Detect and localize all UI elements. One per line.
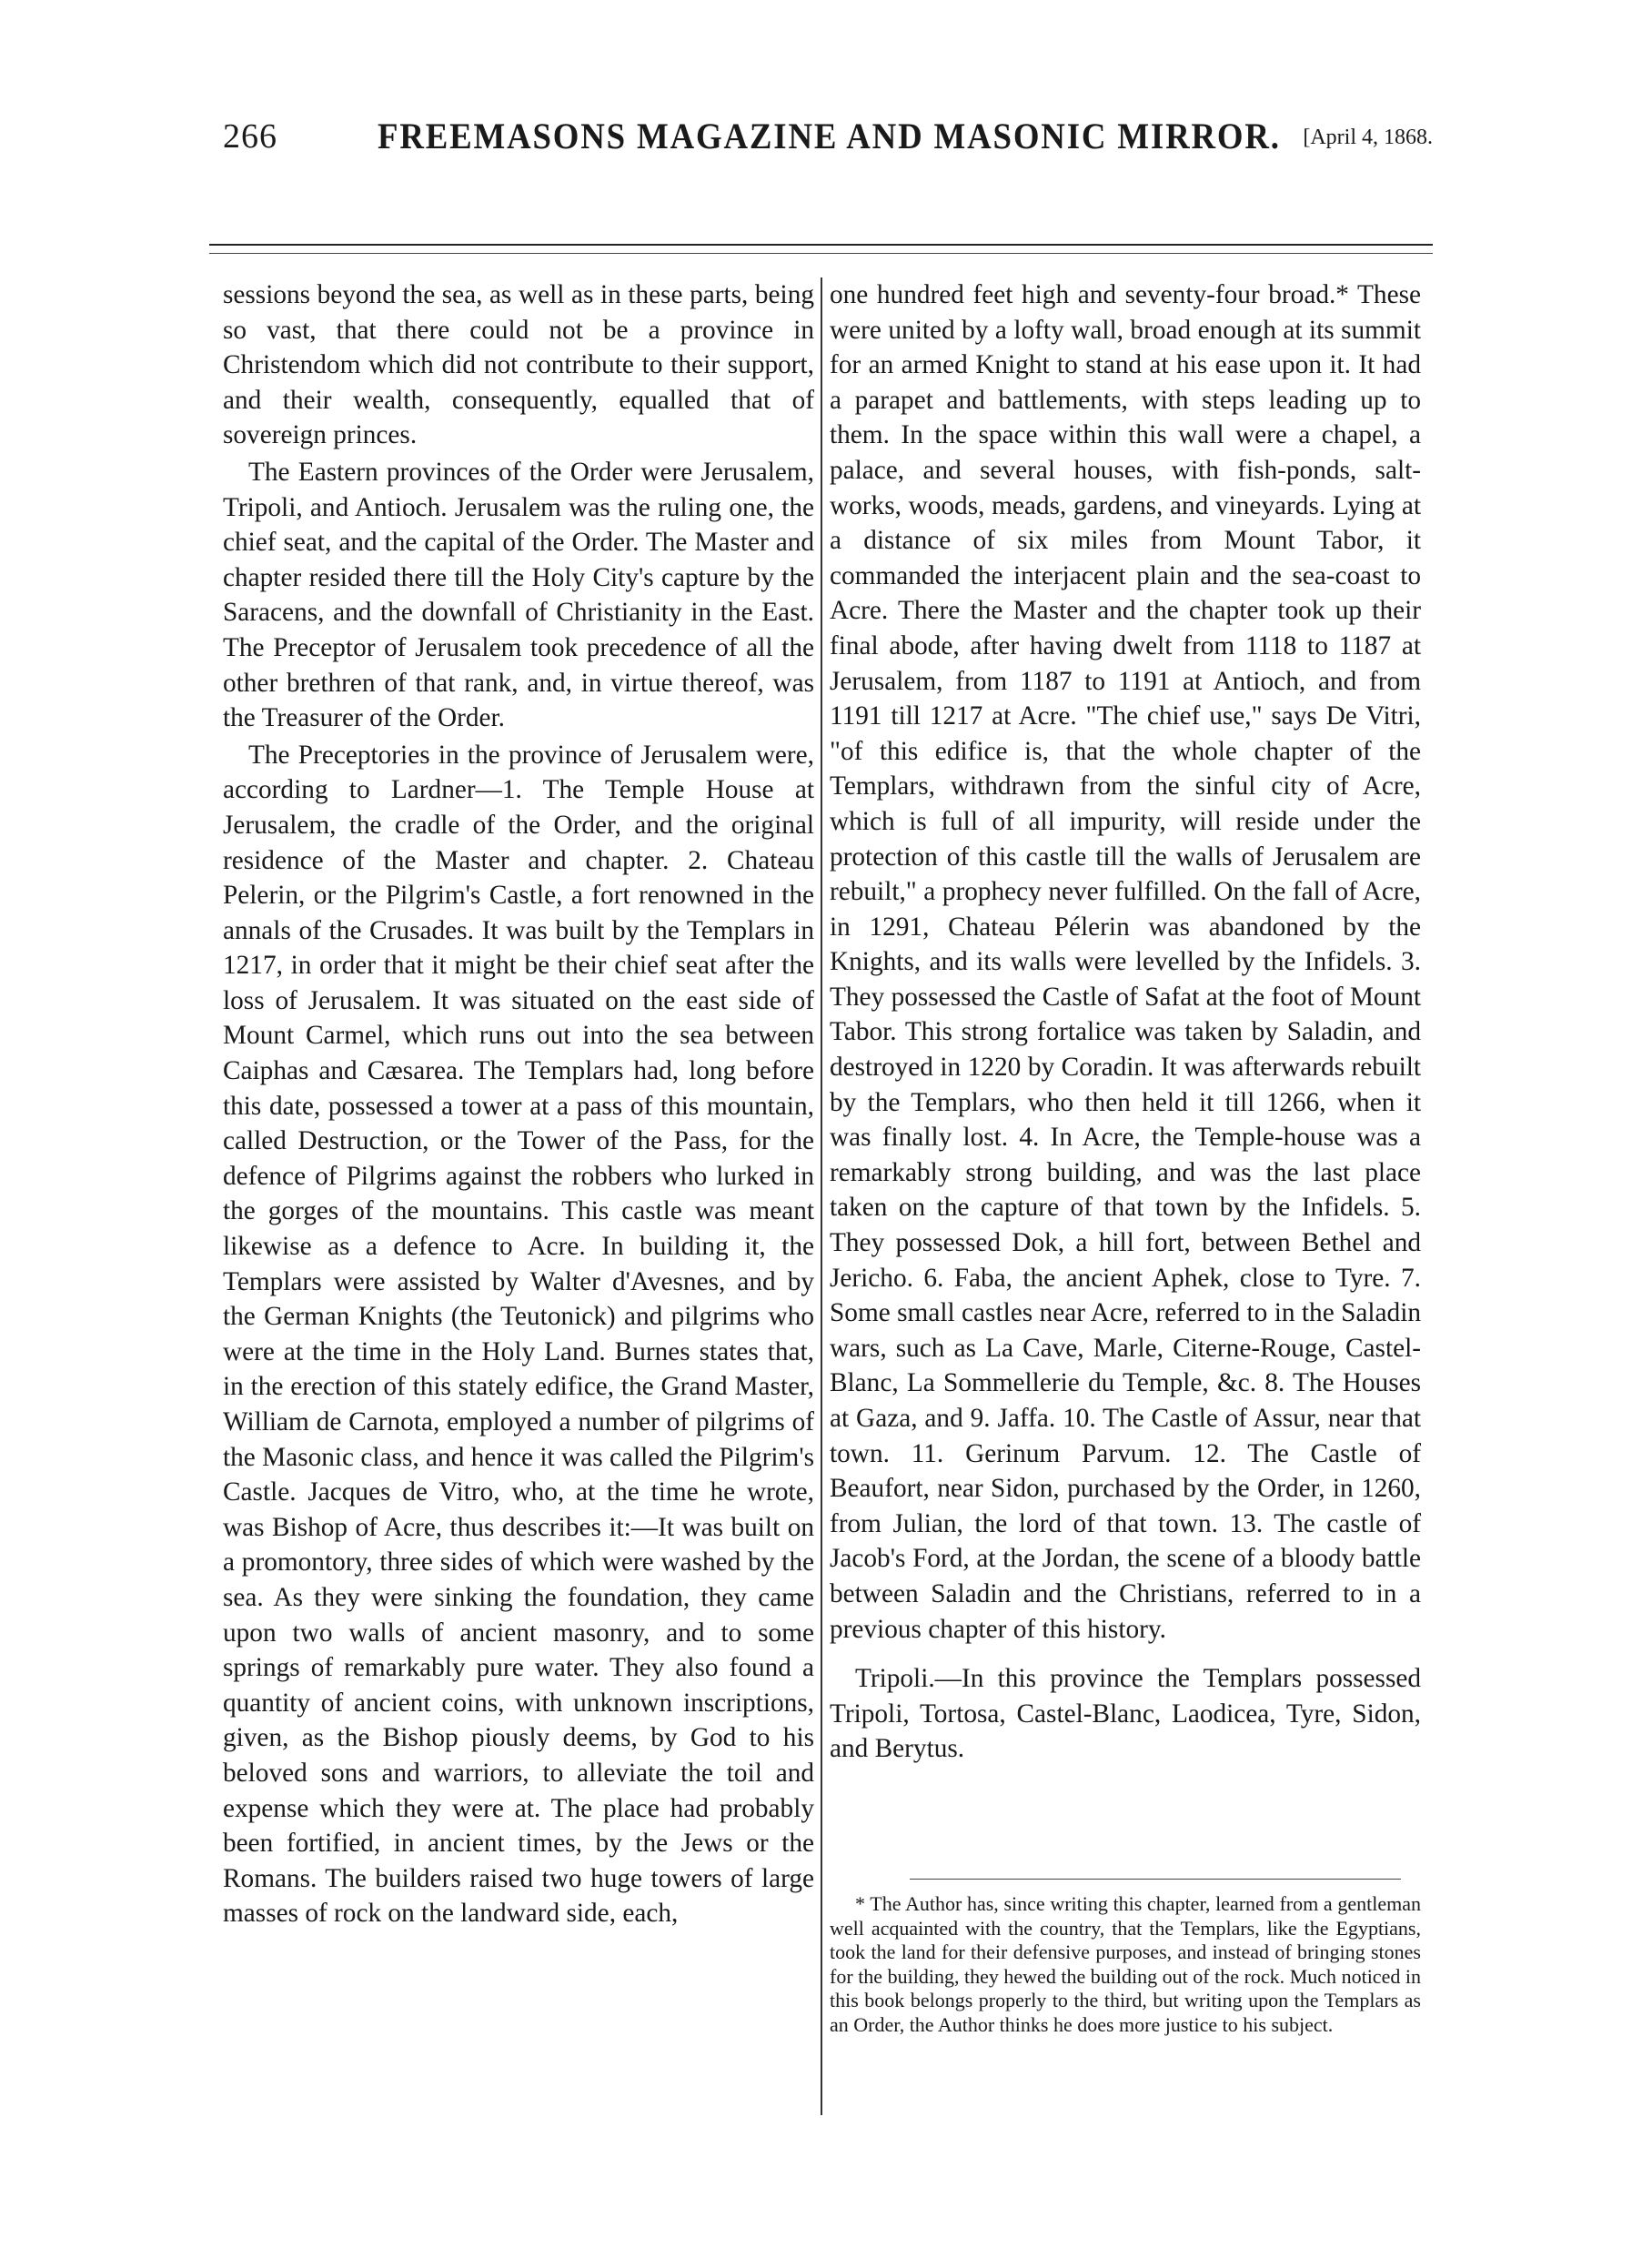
paragraph: The Preceptories in the province of Jerusalem were, according to Lardner—1. The Temple House at Jerusalem, the cradle of the Order, and the original residence of the Master and chapter. 2. Chateau Pelerin, or the Pilgrim's Castle, a fort renowned in the annals of the Crusades. It was built by the Templars in 1217, in order that it might be their chief seat after the loss of Jerusalem. It was situated on the east side of Mount Carmel, which runs out into the sea between Caiphas and Cæsarea. The Templars had, long before this date, possessed a tower at a pass of this mountain, called Destruction, or the Tower of the Pass, for the defence of Pilgrims against the robbers who lurked in the gorges of the mountains. This castle was meant likewise as a defence to Acre. In building it, the Templars were assisted by Walter d'Avesnes, and by the German Knights (the Teutonick) and pilgrims who were at the time in the Holy Land. Burnes states that, in the erection of this stately edifice, the Grand Master, William de Carnota, employed a number of pilgrims of the Masonic class, and hence it was called the Pilgrim's Castle. Jacques de Vitro, who, at the time he wrote, was Bishop of Acre, thus describes it:—It was built on a promontory, three sides of which were washed by the sea. As they were sinking the foundation, they came upon two walls of ancient masonry, and to some springs of remarkably pure water. They also found a quantity of ancient coins, with unknown inscriptions, given, as the Bishop piously deems, by God to his beloved sons and warriors, to alleviate the toil and expense which they were at. The place had probably been fortified, in ancient times, by the Jews or the Romans. The builders raised two huge towers of large masses of rock on the landward side, each,	[223, 740, 814, 1929]
header-rule-secondary	[209, 253, 1433, 254]
right-column	[830, 277, 1421, 1767]
footnote-rule	[910, 1879, 1401, 1880]
paragraph: one hundred feet high and seventy-four broad.* These were united by a lofty wall, broad enough at its summit for an armed Knight to stand at his ease upon it. It had a parapet and battlements, with steps leading up to them. In the space within this wall were a chapel, a palace, and several houses, with fish-ponds, salt-works, woods, meads, gardens, and vineyards. Lying at a distance of six miles from Mount Tabor, it commanded the interjacent plain and the sea-coast to Acre. There the Master and the chapter took up their final abode, after having dwelt from 1118 to 1187 at Jerusalem, from 1187 to 1191 at Antioch, and from 1191 till 1217 at Acre. "The chief use," says De Vitri, "of this edifice is, that the whole chapter of the Templars, withdrawn from the sinful city of Acre, which is full of all impurity, will reside under the protection of this castle till the walls of Jerusalem are rebuilt," a prophecy never fulfilled. On the fall of Acre, in 1291, Chateau Pélerin was abandoned by the Knights, and its walls were levelled by the Infidels. 3. They possessed the Castle of Safat at the foot of Mount Tabor. This strong fortalice was taken by Saladin, and destroyed in 1220 by Coradin. It was afterwards rebuilt by the Templars, who then held it till 1266, when it was finally lost. 4. In Acre, the Temple-house was a remarkably strong building, and was the last place taken on the capture of that town by the Infidels. 5. They possessed Dok, a hill fort, between Bethel and Jericho. 6. Faba, the ancient Aphek, close to Tyre. 7. Some small castles near Acre, referred to in the Saladin wars, such as La Cave, Marle, Citerne-Rouge, Castel-Blanc, La Sommellerie du Temple, &c. 8. The Houses at Gaza, and 9. Jaffa. 10. The Castle of Assur, near that town. 11. Gerinum Parvum. 12. The Castle of Beaufort, near Sidon, purchased by the Order, in 1260, from Julian, the lord of that town. 13. The castle of Jacob's Ford, at the Jordan, the scene of a bloody battle between Saladin and the Christians, referred to in a previous chapter of this history.	[830, 280, 1421, 1644]
left-column	[223, 277, 814, 1931]
paragraph: Tripoli.—In this province the Templars possessed Tripoli, Tortosa, Castel-Blanc, Laodicea, Tyre, Sidon, and Berytus.	[830, 1664, 1421, 1764]
issue-date: [April 4, 1868.	[1303, 126, 1433, 149]
page-number: 266	[223, 117, 277, 156]
footnote: * The Author has, since writing this chapter, learned from a gentleman well acquainted with the country, that the Templars, like the Egyptians, took the land for their defensive purposes, and instead of bringing stones for the building, they hewed the building out of the rock. Much noticed in this book belongs properly to the third, but writing upon the Templars as an Order, the Author thinks he does more justice to his subject.	[830, 1892, 1421, 2036]
running-title: FREEMASONS MAGAZINE AND MASONIC MIRROR.	[378, 116, 1281, 156]
paragraph: sessions beyond the sea, as well as in these parts, being so vast, that there could not be a province in Christendom which did not contribute to their support, and their wealth, consequently, equalled that of sovereign princes.	[223, 280, 814, 450]
header-rule	[209, 244, 1433, 246]
column-divider	[821, 277, 822, 2115]
page-header	[223, 109, 1433, 173]
paragraph: The Eastern provinces of the Order were Jerusalem, Tripoli, and Antioch. Jerusalem was the ruling one, the chief seat, and the capital of the Order. The Master and chapter resided there till the Holy City's capture by the Saracens, and the downfall of Christianity in the East. The Preceptor of Jerusalem took precedence of all the other brethren of that rank, and, in virtue thereof, was the Treasurer of the Order.	[223, 457, 814, 733]
